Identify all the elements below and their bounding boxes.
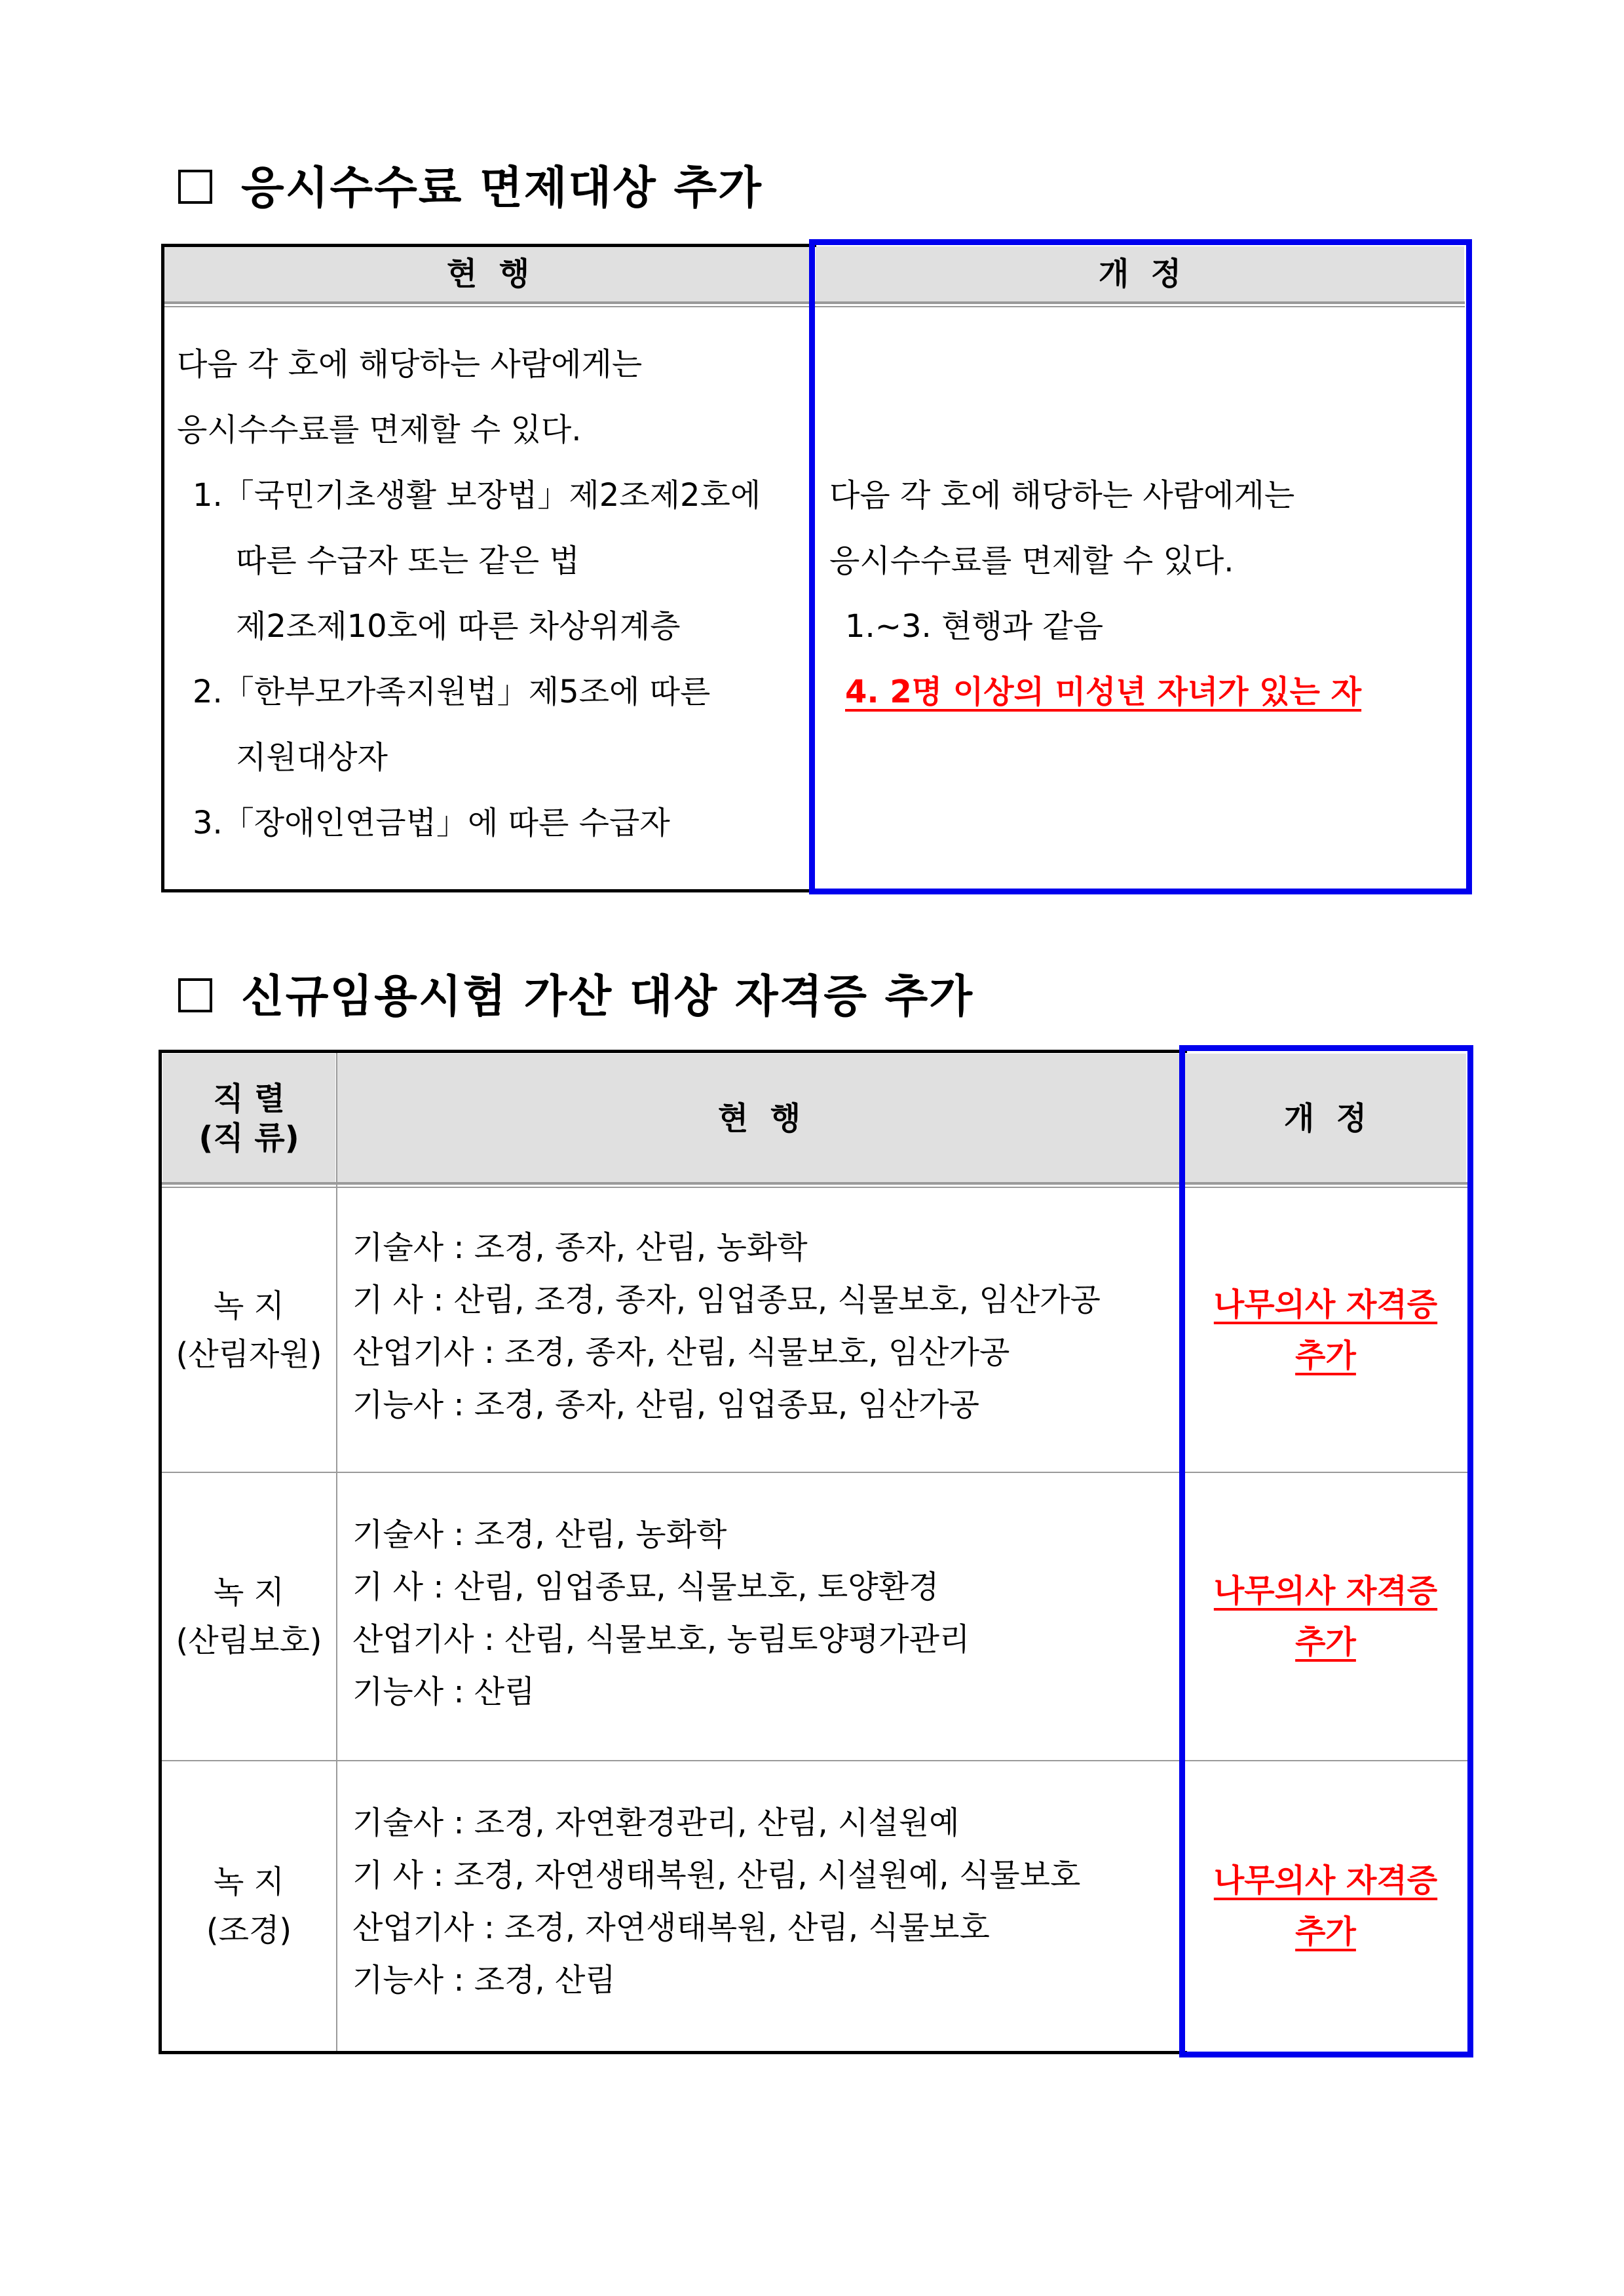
header-revised: 개 정 <box>816 246 1464 301</box>
table-border <box>159 2051 1187 2054</box>
qualification-line: 기능사 : 조경, 종자, 산림, 임업종묘, 임산가공 <box>352 1387 980 1423</box>
qualification-line: 산업기사 : 조경, 종자, 산림, 식물보호, 임산가공 <box>352 1334 1010 1371</box>
table-row-revised: 나무의사 자격증 추가 <box>1213 1286 1438 1374</box>
table-border <box>161 244 164 892</box>
qualification-line: 기술사 : 조경, 산림, 농화학 <box>352 1516 727 1553</box>
table-row-revised: 나무의사 자격증 추가 <box>1213 1573 1438 1660</box>
section1-title: 응시수수료 면제대상 추가 <box>178 166 763 211</box>
table-border <box>161 244 816 247</box>
qualification-line: 기능사 : 조경, 산림 <box>352 1962 616 1999</box>
table-border <box>159 1050 1187 1053</box>
revised-line: 1.~3. 현행과 같음 <box>845 608 1104 645</box>
header-current: 현 행 <box>164 246 812 301</box>
header-job-series: 직 렬 (직 류) <box>162 1054 335 1183</box>
table-border <box>161 889 816 892</box>
current-line: 다음 각 호에 해당하는 사람에게는 <box>177 346 643 383</box>
revised-line: 응시수수료를 면제할 수 있다. <box>829 543 1234 579</box>
revised-added-item: 4. 2명 이상의 미성년 자녀가 있는 자 <box>845 674 1362 710</box>
qualification-line: 산업기사 : 산림, 식물보호, 농림토양평가관리 <box>352 1621 970 1658</box>
current-line: 3.「장애인연금법」에 따른 수급자 <box>193 805 670 841</box>
table-row-job: 녹 지 (조경) <box>206 1864 292 1949</box>
current-line: 2.「한부모가족지원법」제5조에 따른 <box>193 674 711 710</box>
qualification-line: 기술사 : 조경, 자연환경관리, 산림, 시설원예 <box>352 1805 960 1841</box>
current-line: 제2조제10호에 따른 차상위계층 <box>236 608 681 645</box>
qualification-line: 기 사 : 산림, 조경, 종자, 임업종묘, 식물보호, 임산가공 <box>352 1282 1101 1318</box>
table-row-revised: 나무의사 자격증 추가 <box>1213 1862 1438 1950</box>
header-current: 현 행 <box>337 1054 1181 1183</box>
revised-highlight-box <box>1179 1045 1473 2057</box>
table-row-job: 녹 지 (산림자원) <box>176 1287 322 1373</box>
current-line: 1.「국민기초생활 보장법」제2조제2호에 <box>193 477 761 514</box>
current-line: 응시수수료를 면제할 수 있다. <box>177 411 582 448</box>
current-line: 따른 수급자 또는 같은 법 <box>236 543 580 579</box>
checkbox-square-icon <box>178 170 212 204</box>
column-divider <box>336 1053 337 2051</box>
qualification-line: 기 사 : 산림, 임업종묘, 식물보호, 토양환경 <box>352 1569 939 1605</box>
section2-title: 신규임용시험 가산 대상 자격증 추가 <box>178 975 973 1020</box>
qualification-line: 기능사 : 산림 <box>352 1674 535 1710</box>
qualification-line: 기 사 : 조경, 자연생태복원, 산림, 시설원예, 식물보호 <box>352 1857 1081 1894</box>
revised-highlight-box <box>809 239 1472 894</box>
revised-line: 다음 각 호에 해당하는 사람에게는 <box>829 477 1295 514</box>
current-line: 지원대상자 <box>236 739 388 776</box>
qualification-line: 산업기사 : 조경, 자연생태복원, 산림, 식물보호 <box>352 1909 990 1946</box>
checkbox-square-icon <box>178 978 212 1012</box>
qualification-line: 기술사 : 조경, 종자, 산림, 농화학 <box>352 1229 808 1266</box>
header-revised: 개 정 <box>1184 1054 1466 1183</box>
table-row-job: 녹 지 (산림보호) <box>176 1574 322 1659</box>
